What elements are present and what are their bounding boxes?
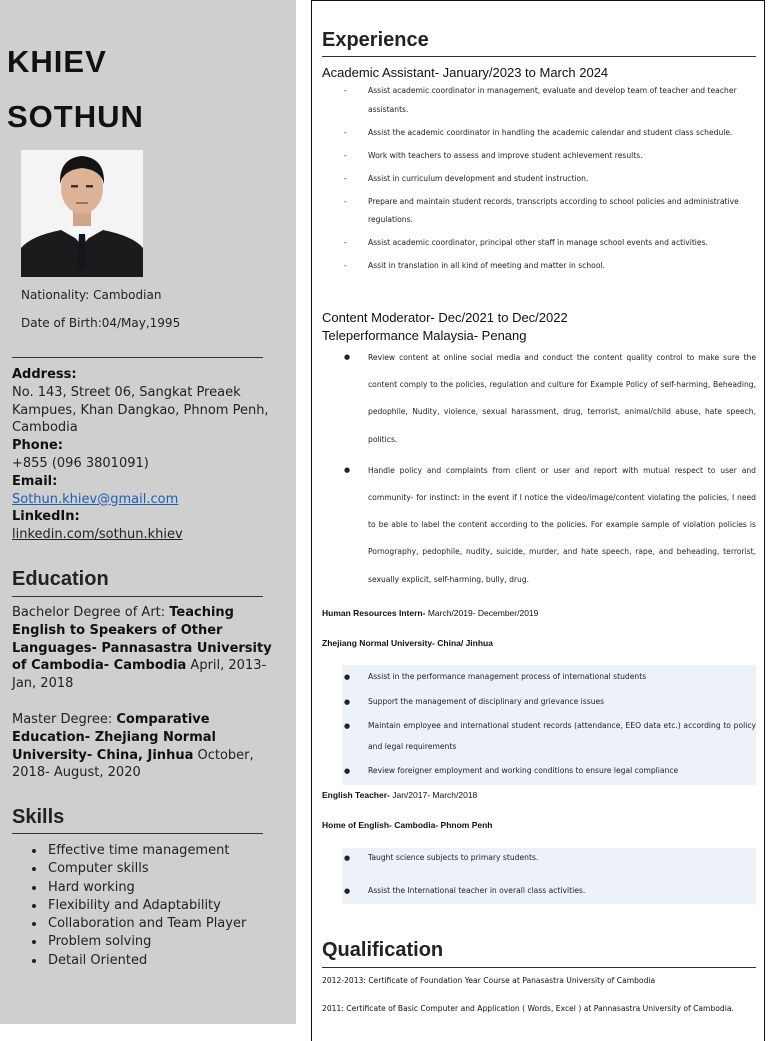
job-org: [322, 820, 492, 830]
email-label: Email:: [12, 473, 58, 489]
linkedin-link[interactable]: linkedin.com/sothun.khiev: [12, 527, 183, 543]
job-title: [322, 310, 568, 325]
email-link[interactable]: Sothun.khiev@gmail.com: [12, 491, 179, 507]
job-title: Academic Assistant- January/2023 to March 2024: [322, 65, 609, 80]
profile-photo: [21, 150, 143, 277]
qualification-item: 2011: Certificate of Basic Computer and Application ( Words, Excel ) at Pannasastra University of Cambodia.: [322, 1004, 734, 1013]
duty-item: - Assist academic coordinator, principal other staff in manage school events and activities.: [344, 234, 756, 253]
education-item: [12, 604, 274, 693]
divider: [322, 967, 756, 968]
phone-value: +855 (096 3801091): [12, 455, 149, 471]
job1-duties: [344, 82, 756, 280]
skills-heading: Skills: [12, 806, 65, 828]
duty-item: ● Support the management of disciplinary and grievance issues: [344, 692, 756, 713]
job4-duties: [344, 849, 756, 900]
job-dates: - Dec/2021 to Dec/2022: [430, 310, 568, 325]
duty-item: ● Taught science subjects to primary students.: [344, 849, 756, 867]
last-name: SOTHUN: [7, 99, 144, 134]
job-role: Content Moderator: [322, 310, 431, 325]
degree-dates: April, 2013- Jan, 2018: [12, 658, 267, 692]
address-label: Address:: [12, 367, 77, 382]
duty-item: - Assist in curriculum development and student instruction.: [344, 170, 756, 189]
divider: [12, 833, 263, 834]
job-role: Human Resources Intern-: [322, 608, 426, 618]
duty-item: - Work with teachers to assess and improve student achievement results.: [344, 147, 756, 166]
degree-program: Teaching English to Speakers of Other Languages- Pannasastra University of Cambodia- Cambodia: [12, 605, 272, 674]
job-dates: March/2019- December/2019: [425, 608, 539, 618]
divider: [12, 596, 263, 597]
job-dates: Jan/2017- March/2018: [389, 790, 478, 800]
column-gap: [296, 0, 310, 1024]
contact-block: [12, 366, 274, 544]
duty-item: - Assist the academic coordinator in handling the academic calendar and student class schedule.: [344, 124, 756, 143]
address-value: No. 143, Street 06, Sangkat Preaek Kampues, Khan Dangkao, Phnom Penh, Cambodia: [12, 384, 269, 436]
duty-item: ● Assist in the performance management process of international students: [344, 667, 756, 688]
first-name: KHIEV: [7, 44, 107, 79]
linkedin-label: LinkedIn:: [12, 509, 80, 525]
duty-item: ● Handle policy and complaints from client or user and report with mutual respect to user and community- for instinct: in the event if I notice the video/image/content violating the policies, I need to be able to label the content according to the policies. For example sample of violation policies is Pornography, pedophile, nudity, suicide, murder, and hate speech, rape, and beheading, terrorist, sexually explicit, self-harming, bully, drug.: [344, 457, 756, 593]
duty-item: ● Maintain employee and international student records (attendance, EEO data etc.) according to policy and legal requirements: [344, 716, 756, 757]
job-title: [322, 608, 538, 618]
job-company: Teleperformance Malaysia- Penang: [322, 328, 527, 343]
skill-item: • Effective time management: [46, 842, 246, 860]
skill-item: • Collaboration and Team Player: [46, 915, 246, 933]
job-org-name: Home of English- Cambodia- Phnom Penh: [322, 820, 493, 830]
qualification-item: 2012-2013: Certificate of Foundation Year Course at Panasastra University of Cambodia: [322, 976, 656, 985]
degree-label: Master Degree:: [12, 712, 117, 727]
divider: [12, 357, 263, 358]
skill-item: • Problem solving: [46, 933, 246, 951]
job-role: English Teacher-: [322, 790, 390, 800]
experience-heading: Experience: [322, 29, 429, 51]
job2-duties: [344, 344, 756, 593]
skill-item: • Computer skills: [46, 860, 246, 878]
job-title: [322, 790, 477, 800]
skill-item: • Flexibility and Adaptability: [46, 897, 246, 915]
degree-program: Comparative Education- Zhejiang Normal University- China, Jinhua: [12, 712, 216, 763]
degree-label: Bachelor Degree of Art:: [12, 605, 170, 620]
duty-item: - Assit in translation in all kind of meeting and matter in school.: [344, 257, 756, 276]
date-of-birth: Date of Birth:04/May,1995: [21, 316, 181, 330]
nationality: Nationality: Cambodian: [21, 288, 162, 302]
degree-dates: October, 2018- August, 2020: [12, 747, 254, 781]
job-org: [322, 638, 493, 648]
duty-item: ● Review content at online social media and conduct the content quality control to make sure the content comply to the policies, regulation and culture for Example Policy of self-harming, Beheading, pedophile, Nudity, violence, sexual harassment, drug, terrorist, animal/child abuse, hate speech, politics.: [344, 344, 756, 453]
divider: [322, 56, 756, 57]
skills-list: [24, 842, 246, 970]
duty-item: - Prepare and maintain student records, transcripts according to school policies and administrative regulations.: [344, 193, 756, 230]
skill-item: • Hard working: [46, 879, 246, 897]
education-heading: Education: [12, 568, 109, 590]
duty-item: - Assist academic coordinator in management, evaluate and develop team of teacher and teacher assistants.: [344, 82, 756, 119]
duty-item: ● Assist the International teacher in overall class activities.: [344, 882, 756, 900]
job3-duties: [344, 667, 756, 782]
skill-item: • Detail Oriented: [46, 952, 246, 970]
phone-label: Phone:: [12, 438, 63, 454]
education-item: [12, 711, 274, 782]
qualification-heading: Qualification: [322, 939, 444, 961]
job-org-name: Zhejiang Normal University- China/ Jinhua: [322, 638, 493, 648]
duty-item: ● Review foreigner employment and working conditions to ensure legal compliance: [344, 761, 756, 782]
